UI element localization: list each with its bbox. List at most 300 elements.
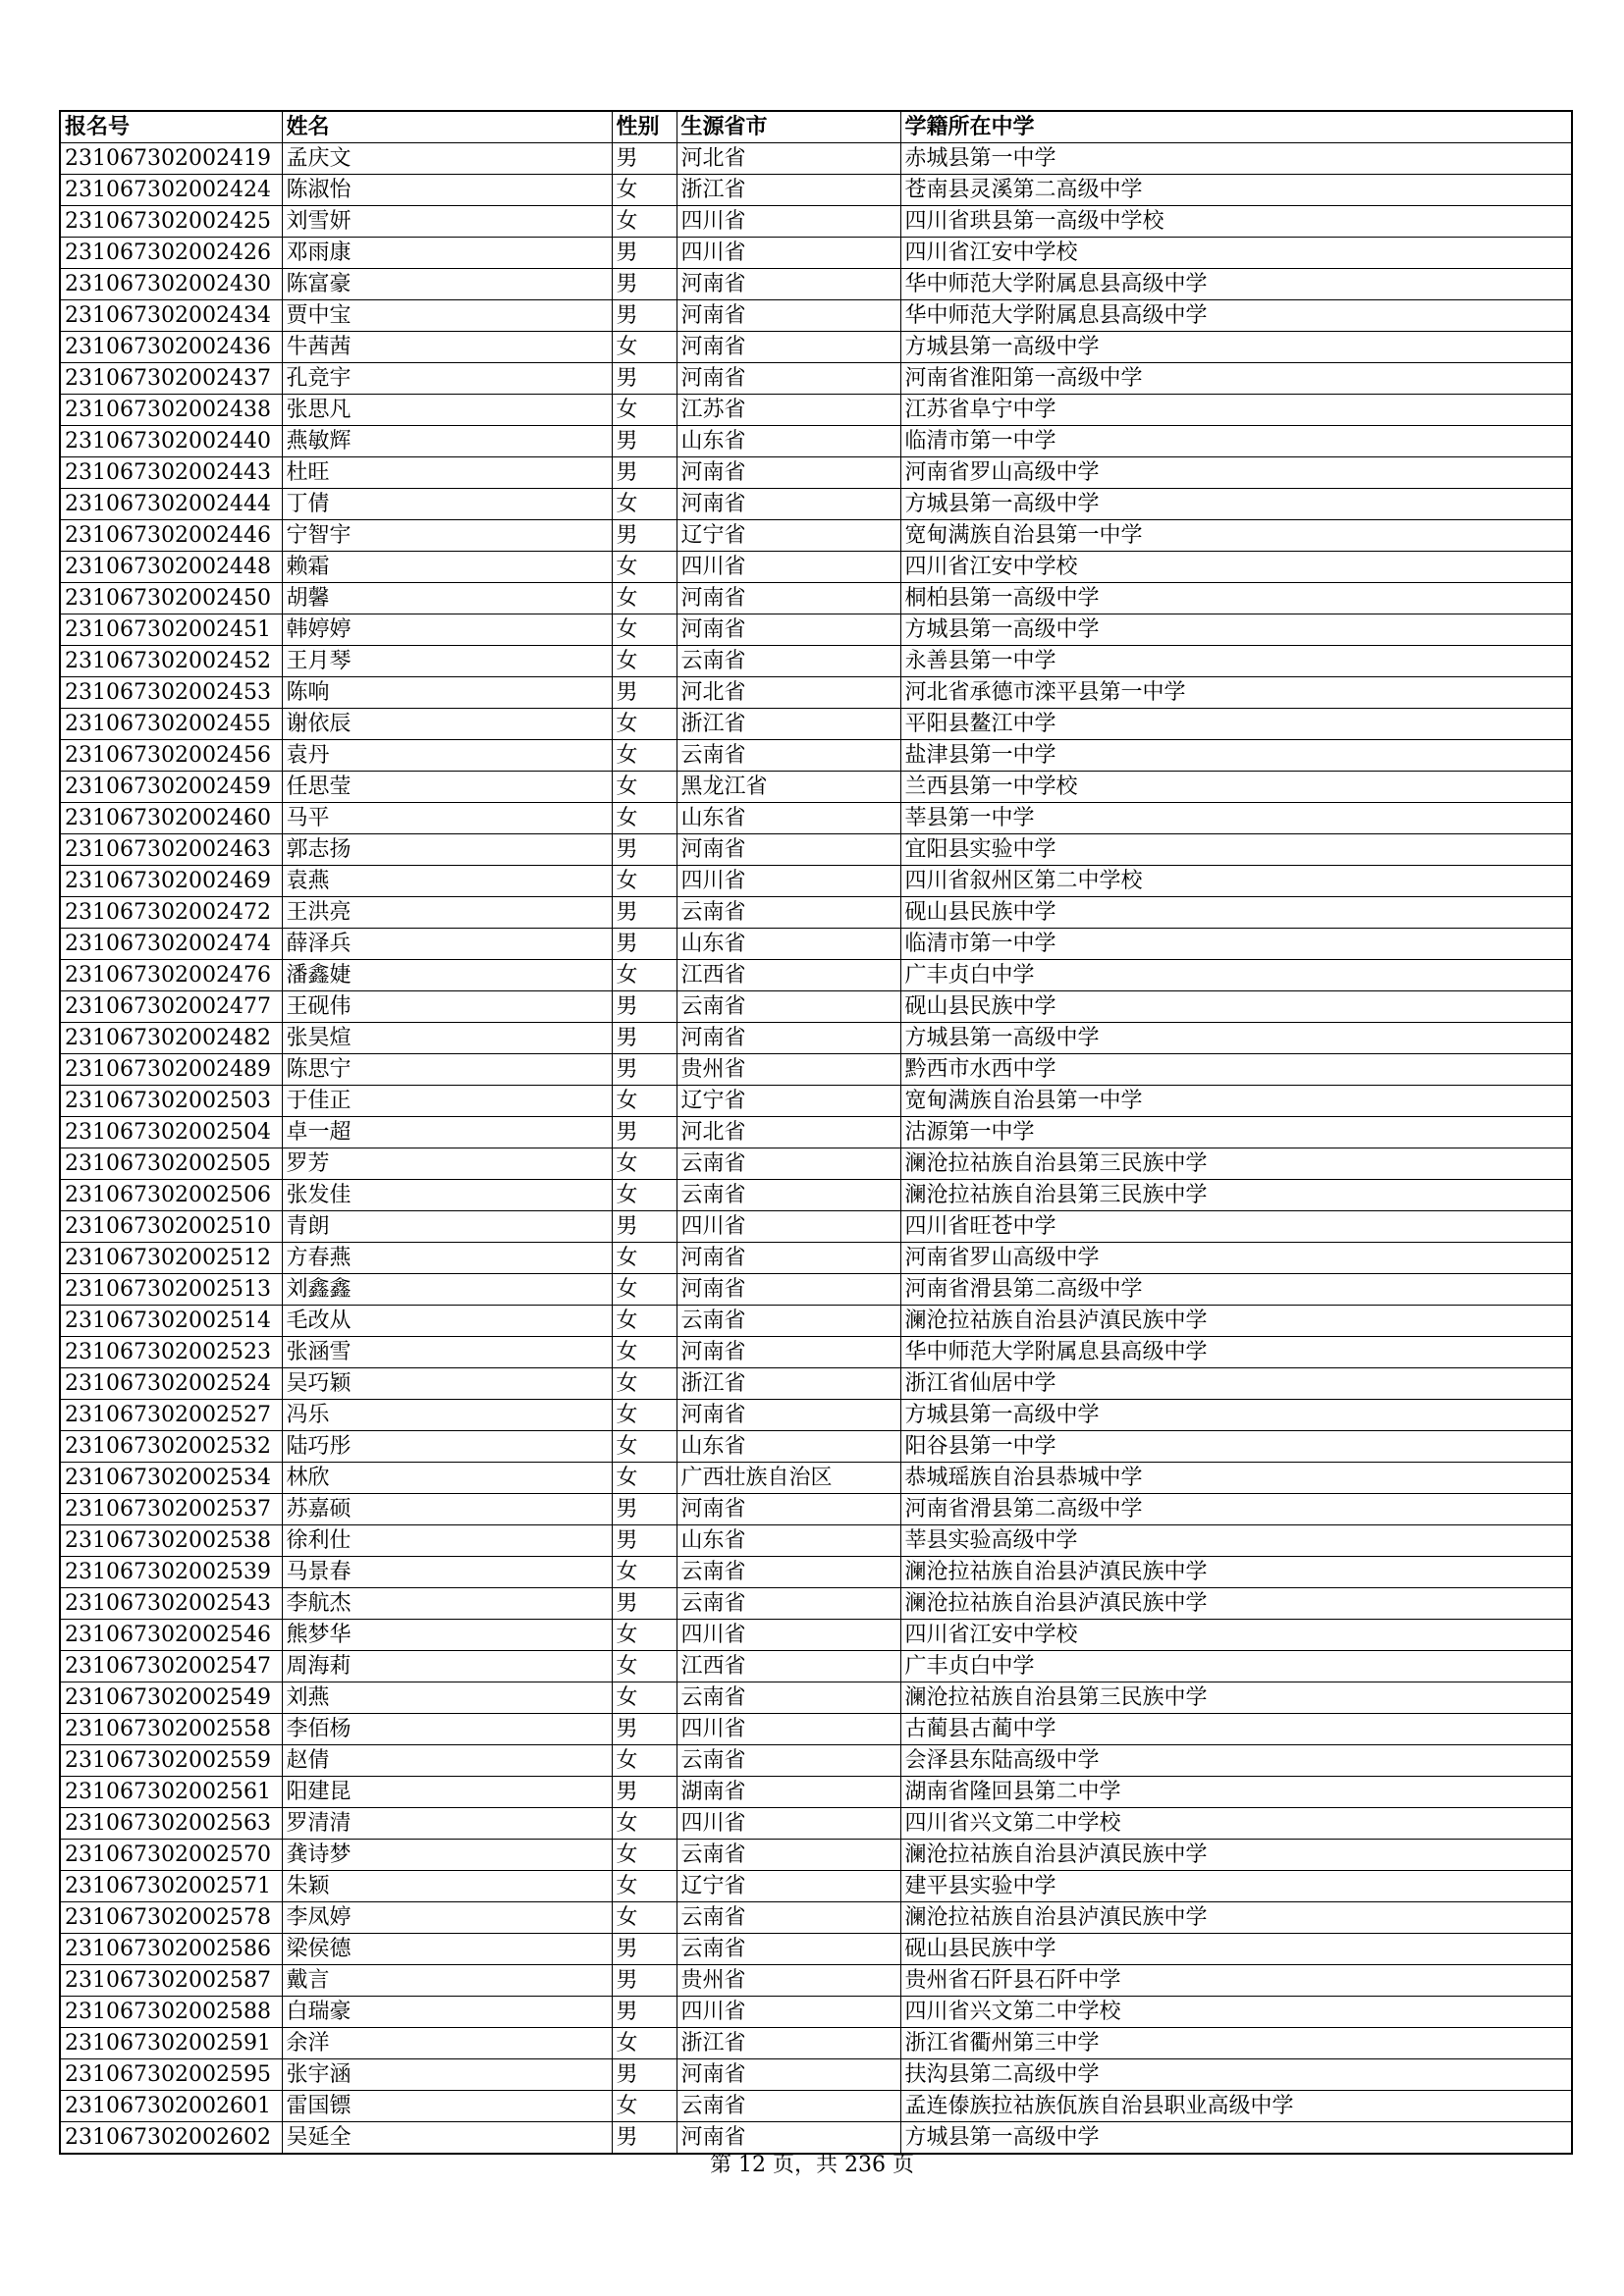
cell-registration-number: 231067302002543 — [60, 1588, 282, 1620]
cell-high-school: 砚山县民族中学 — [900, 1934, 1572, 1965]
header-name: 姓名 — [282, 111, 612, 143]
cell-gender: 女 — [612, 1902, 677, 1934]
cell-province: 云南省 — [677, 1745, 900, 1777]
cell-registration-number: 231067302002591 — [60, 2028, 282, 2059]
cell-gender: 女 — [612, 489, 677, 520]
cell-high-school: 临清市第一中学 — [900, 426, 1572, 457]
cell-high-school: 方城县第一高级中学 — [900, 489, 1572, 520]
cell-registration-number: 231067302002446 — [60, 520, 282, 552]
cell-name: 贾中宝 — [282, 300, 612, 332]
cell-gender: 男 — [612, 2059, 677, 2091]
cell-registration-number: 231067302002436 — [60, 332, 282, 363]
cell-province: 河南省 — [677, 583, 900, 614]
cell-gender: 女 — [612, 552, 677, 583]
cell-name: 赖霜 — [282, 552, 612, 583]
cell-registration-number: 231067302002472 — [60, 897, 282, 929]
cell-high-school: 华中师范大学附属息县高级中学 — [900, 300, 1572, 332]
cell-province: 河南省 — [677, 269, 900, 300]
table-row — [60, 552, 1572, 583]
cell-name: 熊梦华 — [282, 1620, 612, 1651]
cell-gender: 男 — [612, 363, 677, 395]
cell-gender: 女 — [612, 2091, 677, 2122]
cell-name: 杜旺 — [282, 457, 612, 489]
table-row — [60, 1148, 1572, 1180]
cell-province: 四川省 — [677, 866, 900, 897]
table-row — [60, 1274, 1572, 1306]
cell-high-school: 砚山县民族中学 — [900, 991, 1572, 1023]
cell-registration-number: 231067302002482 — [60, 1023, 282, 1054]
cell-registration-number: 231067302002430 — [60, 269, 282, 300]
header-province: 生源省市 — [677, 111, 900, 143]
cell-name: 雷国镖 — [282, 2091, 612, 2122]
cell-high-school: 盐津县第一中学 — [900, 740, 1572, 772]
cell-gender: 女 — [612, 740, 677, 772]
table-row — [60, 269, 1572, 300]
cell-name: 陈响 — [282, 677, 612, 709]
cell-registration-number: 231067302002588 — [60, 1997, 282, 2028]
table-row — [60, 206, 1572, 238]
table-row — [60, 1871, 1572, 1902]
table-row — [60, 1054, 1572, 1086]
cell-registration-number: 231067302002438 — [60, 395, 282, 426]
cell-name: 陈富豪 — [282, 269, 612, 300]
cell-name: 任思莹 — [282, 772, 612, 803]
cell-province: 贵州省 — [677, 1054, 900, 1086]
cell-high-school: 广丰贞白中学 — [900, 960, 1572, 991]
cell-high-school: 澜沧拉祜族自治县泸滇民族中学 — [900, 1588, 1572, 1620]
cell-high-school: 方城县第一高级中学 — [900, 332, 1572, 363]
cell-province: 云南省 — [677, 897, 900, 929]
cell-name: 刘雪妍 — [282, 206, 612, 238]
cell-registration-number: 231067302002534 — [60, 1463, 282, 1494]
table-row — [60, 1714, 1572, 1745]
cell-registration-number: 231067302002463 — [60, 834, 282, 866]
table-row — [60, 1306, 1572, 1337]
cell-registration-number: 231067302002424 — [60, 175, 282, 206]
cell-province: 河北省 — [677, 143, 900, 175]
table-row — [60, 1243, 1572, 1274]
cell-province: 云南省 — [677, 1180, 900, 1211]
table-row — [60, 2028, 1572, 2059]
cell-registration-number: 231067302002452 — [60, 646, 282, 677]
cell-gender: 女 — [612, 1557, 677, 1588]
cell-name: 张昊煊 — [282, 1023, 612, 1054]
table-row — [60, 866, 1572, 897]
cell-province: 江西省 — [677, 960, 900, 991]
cell-name: 赵倩 — [282, 1745, 612, 1777]
cell-high-school: 方城县第一高级中学 — [900, 614, 1572, 646]
cell-registration-number: 231067302002419 — [60, 143, 282, 175]
cell-province: 辽宁省 — [677, 1086, 900, 1117]
cell-province: 河北省 — [677, 1117, 900, 1148]
table-row — [60, 677, 1572, 709]
cell-province: 四川省 — [677, 238, 900, 269]
cell-name: 牛茜茜 — [282, 332, 612, 363]
cell-high-school: 桐柏县第一高级中学 — [900, 583, 1572, 614]
table-row — [60, 300, 1572, 332]
table-row — [60, 1745, 1572, 1777]
cell-name: 袁燕 — [282, 866, 612, 897]
cell-high-school: 河南省滑县第二高级中学 — [900, 1494, 1572, 1525]
cell-registration-number: 231067302002425 — [60, 206, 282, 238]
cell-name: 郭志扬 — [282, 834, 612, 866]
cell-high-school: 四川省兴文第二中学校 — [900, 1997, 1572, 2028]
cell-registration-number: 231067302002538 — [60, 1525, 282, 1557]
cell-high-school: 华中师范大学附属息县高级中学 — [900, 1337, 1572, 1368]
cell-gender: 女 — [612, 1306, 677, 1337]
cell-high-school: 建平县实验中学 — [900, 1871, 1572, 1902]
cell-high-school: 澜沧拉祜族自治县泸滇民族中学 — [900, 1557, 1572, 1588]
cell-name: 李佰杨 — [282, 1714, 612, 1745]
cell-high-school: 沽源第一中学 — [900, 1117, 1572, 1148]
cell-gender: 男 — [612, 1777, 677, 1808]
table-row — [60, 1117, 1572, 1148]
cell-registration-number: 231067302002547 — [60, 1651, 282, 1682]
cell-high-school: 方城县第一高级中学 — [900, 1400, 1572, 1431]
cell-gender: 女 — [612, 1871, 677, 1902]
cell-registration-number: 231067302002524 — [60, 1368, 282, 1400]
cell-high-school: 赤城县第一中学 — [900, 143, 1572, 175]
table-row — [60, 1808, 1572, 1840]
cell-high-school: 砚山县民族中学 — [900, 897, 1572, 929]
cell-gender: 女 — [612, 332, 677, 363]
cell-name: 丁倩 — [282, 489, 612, 520]
table-row — [60, 2059, 1572, 2091]
cell-gender: 女 — [612, 583, 677, 614]
cell-gender: 女 — [612, 175, 677, 206]
cell-province: 浙江省 — [677, 709, 900, 740]
cell-name: 冯乐 — [282, 1400, 612, 1431]
cell-province: 河南省 — [677, 1337, 900, 1368]
cell-province: 河南省 — [677, 1243, 900, 1274]
cell-province: 云南省 — [677, 1902, 900, 1934]
table-row — [60, 1494, 1572, 1525]
page-footer: 第 12 页，共 236 页 — [710, 2153, 914, 2177]
cell-registration-number: 231067302002561 — [60, 1777, 282, 1808]
cell-gender: 女 — [612, 395, 677, 426]
cell-gender: 男 — [612, 1525, 677, 1557]
cell-gender: 男 — [612, 929, 677, 960]
table-row — [60, 175, 1572, 206]
cell-high-school: 浙江省仙居中学 — [900, 1368, 1572, 1400]
table-row — [60, 1023, 1572, 1054]
cell-gender: 男 — [612, 426, 677, 457]
cell-registration-number: 231067302002601 — [60, 2091, 282, 2122]
cell-registration-number: 231067302002587 — [60, 1965, 282, 1997]
cell-high-school: 四川省珙县第一高级中学校 — [900, 206, 1572, 238]
cell-province: 云南省 — [677, 1840, 900, 1871]
cell-gender: 女 — [612, 960, 677, 991]
table-row — [60, 1588, 1572, 1620]
table-row — [60, 1682, 1572, 1714]
cell-high-school: 宽甸满族自治县第一中学 — [900, 520, 1572, 552]
cell-gender: 女 — [612, 1620, 677, 1651]
cell-name: 周海莉 — [282, 1651, 612, 1682]
cell-name: 苏嘉硕 — [282, 1494, 612, 1525]
cell-province: 浙江省 — [677, 1368, 900, 1400]
cell-gender: 男 — [612, 520, 677, 552]
cell-registration-number: 231067302002450 — [60, 583, 282, 614]
cell-name: 阳建昆 — [282, 1777, 612, 1808]
cell-province: 四川省 — [677, 1211, 900, 1243]
cell-registration-number: 231067302002532 — [60, 1431, 282, 1463]
cell-gender: 女 — [612, 1400, 677, 1431]
table-row — [60, 1525, 1572, 1557]
cell-name: 罗清清 — [282, 1808, 612, 1840]
cell-name: 王洪亮 — [282, 897, 612, 929]
cell-province: 河南省 — [677, 1400, 900, 1431]
table-row — [60, 1934, 1572, 1965]
cell-name: 徐利仕 — [282, 1525, 612, 1557]
table-row — [60, 803, 1572, 834]
cell-registration-number: 231067302002558 — [60, 1714, 282, 1745]
cell-high-school: 华中师范大学附属息县高级中学 — [900, 269, 1572, 300]
cell-high-school: 四川省江安中学校 — [900, 552, 1572, 583]
cell-high-school: 平阳县鳌江中学 — [900, 709, 1572, 740]
cell-name: 马景春 — [282, 1557, 612, 1588]
cell-name: 王月琴 — [282, 646, 612, 677]
table-row — [60, 772, 1572, 803]
cell-high-school: 湖南省隆回县第二中学 — [900, 1777, 1572, 1808]
cell-high-school: 四川省叙州区第二中学校 — [900, 866, 1572, 897]
table-row — [60, 1651, 1572, 1682]
cell-high-school: 贵州省石阡县石阡中学 — [900, 1965, 1572, 1997]
cell-gender: 男 — [612, 300, 677, 332]
cell-name: 林欣 — [282, 1463, 612, 1494]
cell-name: 白瑞豪 — [282, 1997, 612, 2028]
cell-province: 四川省 — [677, 1620, 900, 1651]
cell-name: 胡馨 — [282, 583, 612, 614]
cell-gender: 男 — [612, 1588, 677, 1620]
cell-high-school: 河南省滑县第二高级中学 — [900, 1274, 1572, 1306]
table-row — [60, 457, 1572, 489]
cell-registration-number: 231067302002570 — [60, 1840, 282, 1871]
cell-registration-number: 231067302002559 — [60, 1745, 282, 1777]
cell-high-school: 四川省兴文第二中学校 — [900, 1808, 1572, 1840]
table-row — [60, 1902, 1572, 1934]
cell-province: 湖南省 — [677, 1777, 900, 1808]
cell-high-school: 澜沧拉祜族自治县第三民族中学 — [900, 1180, 1572, 1211]
cell-name: 李航杰 — [282, 1588, 612, 1620]
cell-gender: 男 — [612, 269, 677, 300]
cell-high-school: 方城县第一高级中学 — [900, 1023, 1572, 1054]
cell-name: 燕敏辉 — [282, 426, 612, 457]
cell-province: 河南省 — [677, 332, 900, 363]
cell-gender: 男 — [612, 1934, 677, 1965]
cell-gender: 女 — [612, 1148, 677, 1180]
cell-registration-number: 231067302002426 — [60, 238, 282, 269]
cell-registration-number: 231067302002549 — [60, 1682, 282, 1714]
cell-registration-number: 231067302002459 — [60, 772, 282, 803]
cell-gender: 男 — [612, 143, 677, 175]
table-row — [60, 332, 1572, 363]
cell-name: 陆巧彤 — [282, 1431, 612, 1463]
cell-name: 朱颖 — [282, 1871, 612, 1902]
table-row — [60, 2091, 1572, 2122]
cell-gender: 男 — [612, 1997, 677, 2028]
cell-registration-number: 231067302002510 — [60, 1211, 282, 1243]
table-row — [60, 1557, 1572, 1588]
cell-registration-number: 231067302002527 — [60, 1400, 282, 1431]
cell-province: 浙江省 — [677, 2028, 900, 2059]
cell-registration-number: 231067302002539 — [60, 1557, 282, 1588]
cell-registration-number: 231067302002489 — [60, 1054, 282, 1086]
cell-gender: 女 — [612, 1463, 677, 1494]
cell-gender: 男 — [612, 1117, 677, 1148]
cell-province: 河南省 — [677, 614, 900, 646]
cell-registration-number: 231067302002469 — [60, 866, 282, 897]
table-row — [60, 1211, 1572, 1243]
table-row — [60, 1777, 1572, 1808]
cell-high-school: 河南省淮阳第一高级中学 — [900, 363, 1572, 395]
cell-name: 吴延全 — [282, 2122, 612, 2155]
cell-name: 龚诗梦 — [282, 1840, 612, 1871]
cell-province: 云南省 — [677, 991, 900, 1023]
cell-high-school: 永善县第一中学 — [900, 646, 1572, 677]
cell-gender: 女 — [612, 1431, 677, 1463]
cell-registration-number: 231067302002506 — [60, 1180, 282, 1211]
cell-name: 于佳正 — [282, 1086, 612, 1117]
cell-gender: 女 — [612, 1682, 677, 1714]
cell-high-school: 澜沧拉祜族自治县第三民族中学 — [900, 1682, 1572, 1714]
cell-registration-number: 231067302002602 — [60, 2122, 282, 2155]
cell-gender: 男 — [612, 834, 677, 866]
cell-name: 卓一超 — [282, 1117, 612, 1148]
cell-province: 云南省 — [677, 740, 900, 772]
cell-name: 马平 — [282, 803, 612, 834]
cell-registration-number: 231067302002523 — [60, 1337, 282, 1368]
cell-registration-number: 231067302002443 — [60, 457, 282, 489]
cell-registration-number: 231067302002571 — [60, 1871, 282, 1902]
cell-high-school: 莘县实验高级中学 — [900, 1525, 1572, 1557]
cell-province: 辽宁省 — [677, 520, 900, 552]
cell-name: 梁侯德 — [282, 1934, 612, 1965]
header-registration-number: 报名号 — [60, 111, 282, 143]
admission-table — [59, 110, 1573, 2155]
cell-province: 河南省 — [677, 834, 900, 866]
cell-province: 河南省 — [677, 489, 900, 520]
cell-gender: 男 — [612, 991, 677, 1023]
cell-gender: 女 — [612, 1840, 677, 1871]
cell-province: 江西省 — [677, 1651, 900, 1682]
cell-registration-number: 231067302002512 — [60, 1243, 282, 1274]
cell-province: 浙江省 — [677, 175, 900, 206]
cell-province: 河南省 — [677, 300, 900, 332]
cell-province: 四川省 — [677, 1808, 900, 1840]
cell-registration-number: 231067302002434 — [60, 300, 282, 332]
cell-province: 四川省 — [677, 552, 900, 583]
cell-high-school: 苍南县灵溪第二高级中学 — [900, 175, 1572, 206]
cell-province: 河南省 — [677, 1023, 900, 1054]
cell-province: 河南省 — [677, 1274, 900, 1306]
cell-high-school: 兰西县第一中学校 — [900, 772, 1572, 803]
cell-high-school: 恭城瑶族自治县恭城中学 — [900, 1463, 1572, 1494]
cell-name: 潘鑫婕 — [282, 960, 612, 991]
table-row — [60, 1840, 1572, 1871]
cell-gender: 女 — [612, 2028, 677, 2059]
cell-high-school: 澜沧拉祜族自治县泸滇民族中学 — [900, 1306, 1572, 1337]
cell-high-school: 方城县第一高级中学 — [900, 2122, 1572, 2155]
cell-province: 山东省 — [677, 1431, 900, 1463]
cell-registration-number: 231067302002513 — [60, 1274, 282, 1306]
cell-high-school: 广丰贞白中学 — [900, 1651, 1572, 1682]
cell-high-school: 澜沧拉祜族自治县泸滇民族中学 — [900, 1840, 1572, 1871]
cell-gender: 男 — [612, 1054, 677, 1086]
cell-gender: 男 — [612, 457, 677, 489]
cell-registration-number: 231067302002505 — [60, 1148, 282, 1180]
cell-name: 李凤婷 — [282, 1902, 612, 1934]
cell-gender: 女 — [612, 1745, 677, 1777]
cell-province: 四川省 — [677, 1997, 900, 2028]
table-row — [60, 426, 1572, 457]
cell-province: 河南省 — [677, 1494, 900, 1525]
table-row — [60, 834, 1572, 866]
table-body — [60, 143, 1572, 2155]
table-row — [60, 1337, 1572, 1368]
cell-gender: 女 — [612, 1243, 677, 1274]
table-row — [60, 238, 1572, 269]
cell-high-school: 河南省罗山高级中学 — [900, 1243, 1572, 1274]
cell-high-school: 古蔺县古蔺中学 — [900, 1714, 1572, 1745]
cell-name: 张宇涵 — [282, 2059, 612, 2091]
cell-province: 河南省 — [677, 2122, 900, 2155]
cell-gender: 女 — [612, 206, 677, 238]
cell-high-school: 会泽县东陆高级中学 — [900, 1745, 1572, 1777]
cell-province: 山东省 — [677, 1525, 900, 1557]
cell-province: 辽宁省 — [677, 1871, 900, 1902]
cell-province: 广西壮族自治区 — [677, 1463, 900, 1494]
cell-province: 河北省 — [677, 677, 900, 709]
table-row — [60, 646, 1572, 677]
table-row — [60, 1463, 1572, 1494]
table-row — [60, 143, 1572, 175]
cell-gender: 男 — [612, 897, 677, 929]
cell-province: 黑龙江省 — [677, 772, 900, 803]
cell-province: 云南省 — [677, 646, 900, 677]
cell-high-school: 宜阳县实验中学 — [900, 834, 1572, 866]
table-row — [60, 489, 1572, 520]
cell-name: 张思凡 — [282, 395, 612, 426]
cell-name: 王砚伟 — [282, 991, 612, 1023]
cell-registration-number: 231067302002448 — [60, 552, 282, 583]
cell-high-school: 江苏省阜宁中学 — [900, 395, 1572, 426]
table-row — [60, 991, 1572, 1023]
cell-high-school: 澜沧拉祜族自治县第三民族中学 — [900, 1148, 1572, 1180]
cell-province: 云南省 — [677, 1934, 900, 1965]
cell-gender: 女 — [612, 1274, 677, 1306]
cell-province: 云南省 — [677, 2091, 900, 2122]
cell-name: 吴巧颖 — [282, 1368, 612, 1400]
header-high-school: 学籍所在中学 — [900, 111, 1572, 143]
cell-registration-number: 231067302002474 — [60, 929, 282, 960]
cell-gender: 女 — [612, 614, 677, 646]
cell-name: 邓雨康 — [282, 238, 612, 269]
cell-gender: 男 — [612, 2122, 677, 2155]
cell-registration-number: 231067302002444 — [60, 489, 282, 520]
table-row — [60, 1431, 1572, 1463]
cell-gender: 女 — [612, 1337, 677, 1368]
cell-registration-number: 231067302002440 — [60, 426, 282, 457]
table-row — [60, 929, 1572, 960]
cell-registration-number: 231067302002477 — [60, 991, 282, 1023]
table-row — [60, 1620, 1572, 1651]
cell-gender: 女 — [612, 1651, 677, 1682]
cell-name: 韩婷婷 — [282, 614, 612, 646]
table-row — [60, 740, 1572, 772]
cell-registration-number: 231067302002514 — [60, 1306, 282, 1337]
cell-high-school: 四川省江安中学校 — [900, 1620, 1572, 1651]
cell-province: 云南省 — [677, 1306, 900, 1337]
